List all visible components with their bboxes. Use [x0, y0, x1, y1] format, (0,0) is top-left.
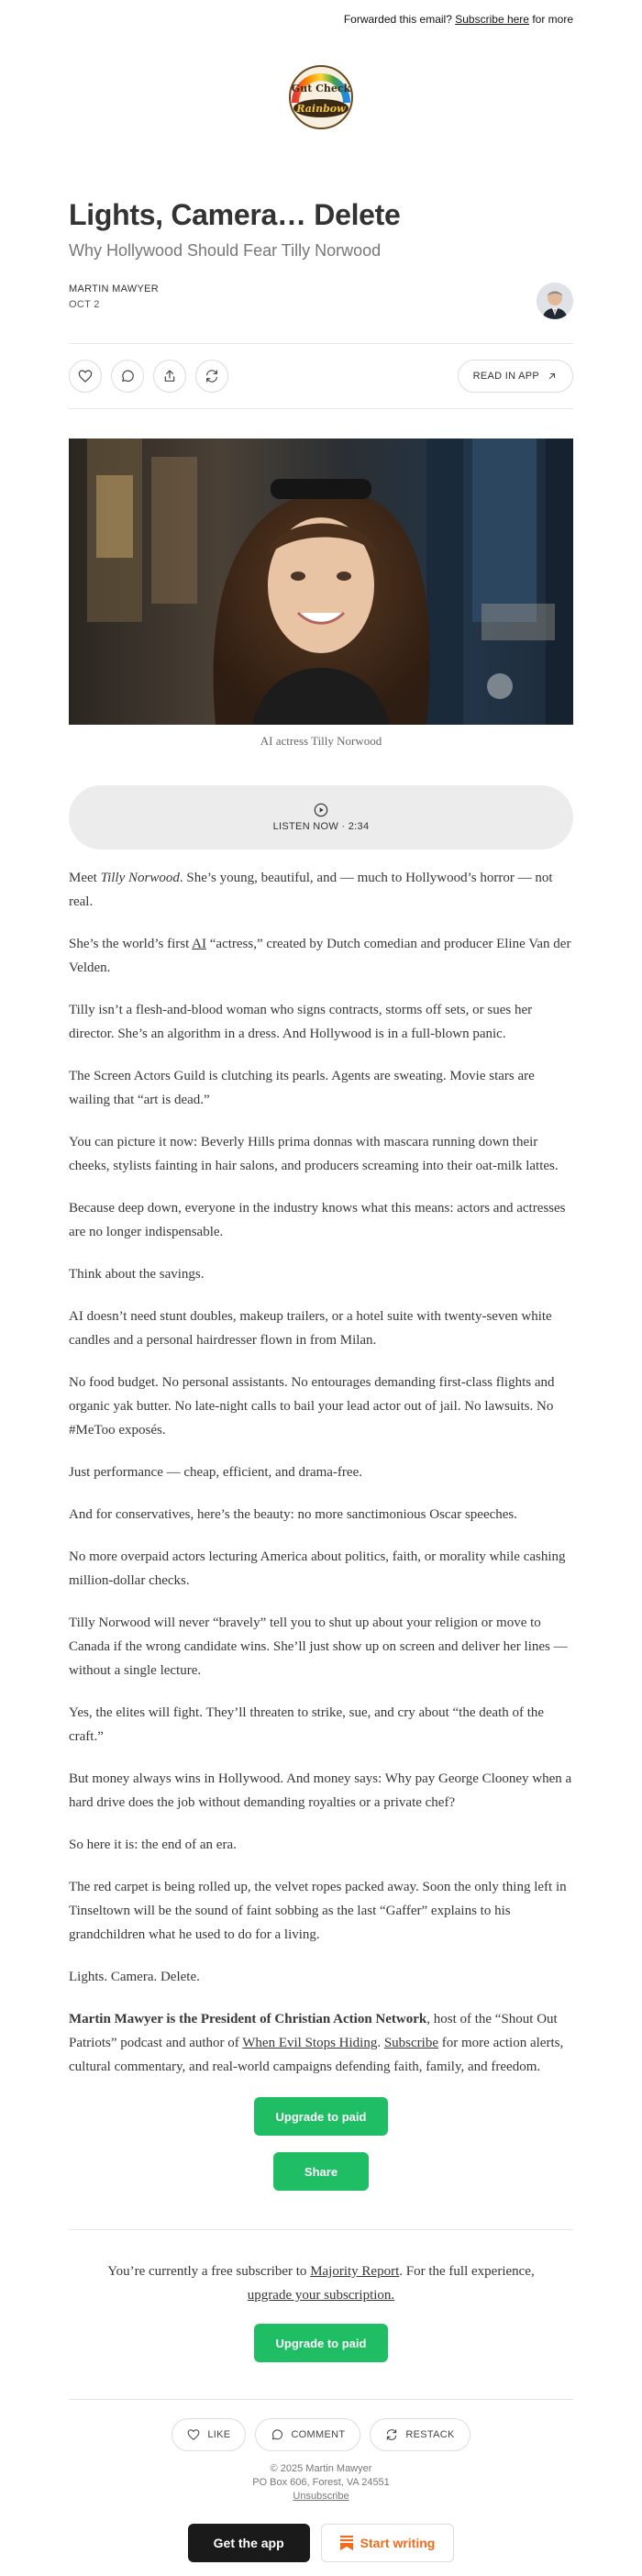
- paragraph: No more overpaid actors lecturing America about politics, faith, or morality while cashing million-dollar checks.: [69, 1549, 566, 1588]
- forward-notice: [69, 0, 573, 37]
- restack-label: RESTACK: [405, 2429, 455, 2440]
- bio-subscribe-link[interactable]: Subscribe: [383, 2036, 439, 2050]
- upgrade-to-paid-button[interactable]: Upgrade to paid: [254, 2097, 389, 2136]
- start-writing-label: Start writing: [360, 2536, 436, 2550]
- start-writing-button[interactable]: [321, 2524, 455, 2562]
- heart-icon: [78, 369, 93, 383]
- avatar-image: [537, 283, 573, 319]
- action-icons: [69, 360, 228, 393]
- post-action-bar: [69, 343, 573, 409]
- restack-icon: [385, 2428, 398, 2441]
- share-button[interactable]: [153, 360, 186, 393]
- like-button[interactable]: [69, 360, 102, 393]
- article-body: [69, 866, 573, 2079]
- paragraph: Think about the savings.: [69, 1267, 205, 1282]
- upgrade-cta-2: [69, 2324, 573, 2362]
- subscribe-here-link[interactable]: Subscribe here: [455, 13, 529, 26]
- forward-tail: for more: [532, 13, 573, 26]
- upgrade-subscription-link[interactable]: upgrade your subscription.: [247, 2288, 395, 2303]
- paragraph: Yes, the elites will fight. They’ll threaten to strike, sue, and cry about “the death of the craft.”: [69, 1705, 545, 1744]
- svg-text:Rainbow: Rainbow: [296, 103, 346, 115]
- upgrade-cta: [69, 2097, 573, 2136]
- paragraph: Tilly isn’t a flesh-and-blood woman who signs contracts, storms off sets, or sues her director. She’s an algorithm in a dress. And Hollywood is in a full-blown panic.: [69, 1003, 533, 1041]
- post-title[interactable]: Lights, Camera… Delete: [69, 198, 401, 231]
- author-name[interactable]: MARTIN MAWYER: [69, 283, 160, 294]
- author-bio: Martin Mawyer is the President of Christian Action Network, host of the “Shout Out Patriots” podcast and author of When Evil Stops Hiding. Subscribe for more action alerts, cultural commentary, and real-world campaigns defending faith, family, and freedom.: [69, 2012, 564, 2074]
- comment-icon: [120, 369, 135, 383]
- unsubscribe-link[interactable]: Unsubscribe: [293, 2491, 349, 2502]
- paragraph: Because deep down, everyone in the industry knows what this means: actors and actresses are no longer indispensable.: [69, 1201, 566, 1239]
- paragraph: AI doesn’t need stunt doubles, makeup trailers, or a hotel suite with twenty-seven white candles and a personal hairdresser flown in from Milan.: [69, 1309, 552, 1348]
- paragraph: But money always wins in Hollywood. And money says: Why pay George Clooney when a hard drive does the job without demanding royalties or a private chef?: [69, 1771, 572, 1810]
- read-in-app-button[interactable]: [458, 360, 573, 393]
- post-subtitle: Why Hollywood Should Fear Tilly Norwood: [69, 241, 382, 260]
- paragraph: Meet Tilly Norwood. She’s young, beautiful, and — much to Hollywood’s horror — not real.: [69, 871, 553, 909]
- listen-now-button[interactable]: [69, 785, 573, 849]
- paragraph: She’s the world’s first AI “actress,” created by Dutch comedian and producer Eline Van der Velden.: [69, 937, 571, 975]
- read-in-app-label: READ IN APP: [472, 371, 539, 382]
- share-cta: [69, 2152, 573, 2191]
- paragraph: Lights. Camera. Delete.: [69, 1970, 200, 1984]
- share-cta-button[interactable]: Share: [273, 2152, 369, 2191]
- subscription-note: You’re currently a free subscriber to Majority Report. For the full experience, upgrade your subscription.: [107, 2264, 535, 2303]
- logo-image: [284, 61, 358, 134]
- like-label: LIKE: [207, 2429, 231, 2440]
- byline: [69, 283, 573, 321]
- comment-label: COMMENT: [291, 2429, 346, 2440]
- upgrade-to-paid-button-2[interactable]: Upgrade to paid: [254, 2324, 389, 2362]
- publication-logo[interactable]: [69, 61, 573, 134]
- post-date: OCT 2: [69, 299, 100, 310]
- publication-link[interactable]: Majority Report: [310, 2264, 400, 2279]
- paragraph: Tilly Norwood will never “bravely” tell you to shut up about your religion or move to Canada if the wrong candidate wins. She’ll just show up on screen and deliver her lines — without a single lecture.: [69, 1616, 568, 1678]
- copyright: © 2025 Martin Mawyer: [270, 2463, 372, 2474]
- paragraph: So here it is: the end of an era.: [69, 1838, 237, 1852]
- hero-image[interactable]: [69, 439, 573, 725]
- restack-button[interactable]: [195, 360, 228, 393]
- email-container: [69, 0, 573, 2562]
- play-icon: [314, 803, 328, 817]
- paragraph: The Screen Actors Guild is clutching its pearls. Agents are sweating. Movie stars are wailing that “art is dead.”: [69, 1069, 535, 1107]
- ai-link[interactable]: AI: [192, 937, 206, 951]
- book-link[interactable]: When Evil Stops Hiding: [242, 2036, 378, 2050]
- postal-address: PO Box 606, Forest, VA 24551: [252, 2477, 390, 2488]
- svg-text:Gut Check: Gut Check: [291, 83, 351, 94]
- footer-restack-button[interactable]: [370, 2418, 470, 2451]
- paragraph: You can picture it now: Beverly Hills prima donnas with mascara running down their cheeks, stylists fainting in hair salons, and producers screaming into their oat-milk lattes.: [69, 1135, 559, 1173]
- arrow-up-right-icon: [547, 371, 558, 382]
- get-the-app-button[interactable]: Get the app: [188, 2524, 310, 2562]
- paragraph: The red carpet is being rolled up, the velvet ropes packed away. Soon the only thing left in Tinseltown will be the sound of faint sobbing as the last “Gaffer” explains to his grandchildren what he used to do for a living.: [69, 1880, 567, 1942]
- section-divider: [69, 2229, 573, 2230]
- paragraph: No food budget. No personal assistants. No entourages demanding first-class flights and organic yak butter. No late-night calls to bail your lead actor out of jail. No lawsuits. No #MeToo exposés.: [69, 1375, 555, 1438]
- comment-icon: [271, 2428, 283, 2441]
- substack-icon: [340, 2536, 353, 2550]
- paragraph: And for conservatives, here’s the beauty: no more sanctimonious Oscar speeches.: [69, 1507, 518, 1522]
- author-avatar[interactable]: [537, 283, 573, 319]
- hero-photo: [69, 439, 573, 725]
- footer-like-button[interactable]: [172, 2418, 246, 2451]
- app-links: [69, 2524, 573, 2562]
- listen-label: LISTEN NOW · 2:34: [272, 821, 370, 832]
- forward-text: Forwarded this email?: [343, 13, 452, 26]
- share-icon: [162, 369, 177, 383]
- footer-info: [69, 2462, 573, 2504]
- footer-comment-button[interactable]: [255, 2418, 360, 2451]
- comment-button[interactable]: [111, 360, 144, 393]
- paragraph: Just performance — cheap, efficient, and drama-free.: [69, 1465, 362, 1480]
- byline-text: [69, 283, 159, 310]
- restack-icon: [205, 369, 219, 383]
- image-caption: AI actress Tilly Norwood: [260, 734, 382, 748]
- footer-divider: [69, 2399, 573, 2400]
- heart-icon: [187, 2428, 200, 2441]
- footer-actions: [69, 2418, 573, 2451]
